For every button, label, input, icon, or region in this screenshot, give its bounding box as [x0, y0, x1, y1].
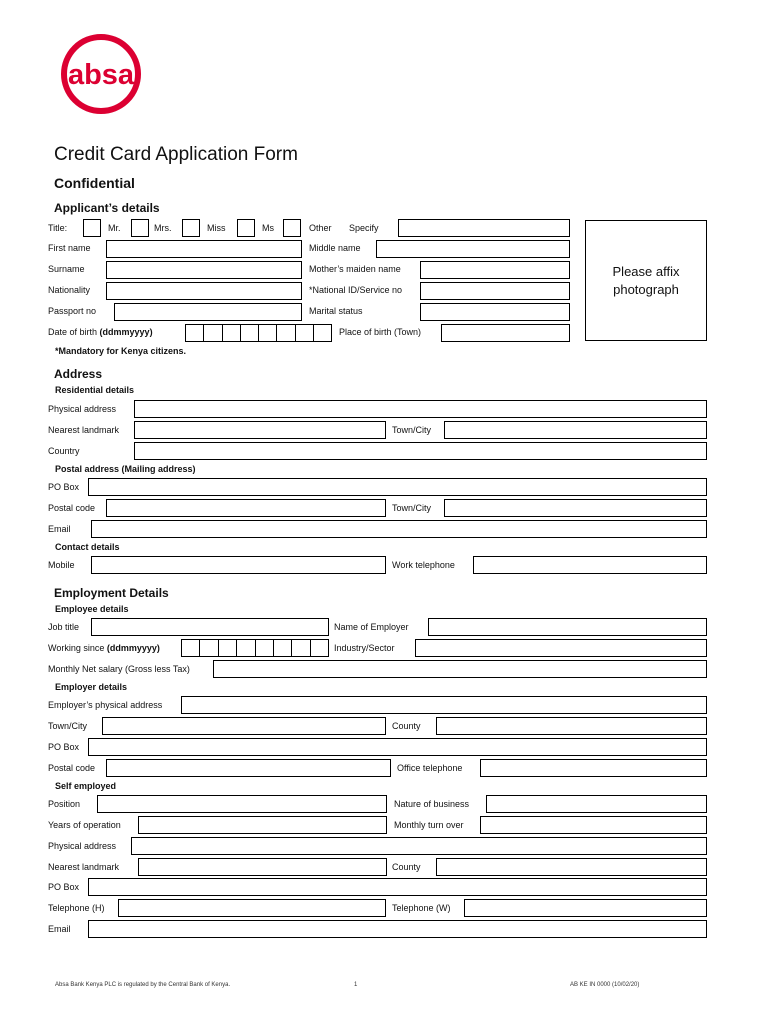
postal-town-city-label: Town/City: [392, 503, 432, 513]
employer-po-box-label: PO Box: [48, 742, 80, 752]
name-of-employer-input[interactable]: [428, 618, 707, 636]
employer-physical-address-input[interactable]: [181, 696, 707, 714]
nature-of-business-label: Nature of business: [394, 799, 470, 809]
town-city-input[interactable]: [444, 421, 707, 439]
employer-postal-code-label: Postal code: [48, 763, 96, 773]
country-input[interactable]: [134, 442, 707, 460]
mothers-maiden-name-label: Mother’s maiden name: [309, 264, 401, 274]
work-telephone-input[interactable]: [473, 556, 707, 574]
employer-county-label: County: [392, 721, 421, 731]
office-telephone-label: Office telephone: [397, 763, 463, 773]
passport-label: Passport no: [48, 306, 97, 316]
employer-details-title: Employer details: [55, 682, 128, 692]
dob-label-text: Date of birth: [48, 327, 98, 337]
employer-physical-address-label: Employer’s physical address: [48, 700, 163, 710]
po-box-input[interactable]: [88, 478, 707, 496]
absa-logo: [56, 33, 146, 115]
se-email-label: Email: [48, 924, 71, 934]
mobile-input[interactable]: [91, 556, 386, 574]
marital-status-input[interactable]: [420, 303, 570, 321]
dob-label: [48, 327, 153, 338]
title-checkbox-mr[interactable]: [131, 219, 149, 237]
working-since-input[interactable]: [181, 639, 329, 657]
contact-details-title: Contact details: [55, 542, 120, 552]
mobile-label: Mobile: [48, 560, 75, 570]
footer-page-number: 1: [354, 982, 358, 988]
place-of-birth-input[interactable]: [441, 324, 570, 342]
footer-regulation: Absa Bank Kenya PLC is regulated by the Central Bank of Kenya.: [55, 982, 231, 988]
name-of-employer-label: Name of Employer: [334, 622, 409, 632]
telephone-w-input[interactable]: [464, 899, 707, 917]
title-option-mrs: Mrs.: [154, 223, 172, 233]
title-checkbox-mrs[interactable]: [182, 219, 200, 237]
se-nearest-landmark-label: Nearest landmark: [48, 862, 120, 872]
logo-text: absa: [67, 59, 135, 91]
surname-input[interactable]: [106, 261, 302, 279]
passport-input[interactable]: [114, 303, 302, 321]
specify-input[interactable]: [398, 219, 570, 237]
telephone-w-label: Telephone (W): [392, 903, 451, 913]
title-option-other: Other: [309, 223, 332, 233]
se-county-label: County: [392, 862, 421, 872]
title-option-ms: Ms: [262, 223, 274, 233]
nationality-label: Nationality: [48, 285, 91, 295]
specify-label: Specify: [349, 223, 379, 233]
postal-address-title: Postal address (Mailing address): [55, 464, 196, 474]
physical-address-input[interactable]: [134, 400, 707, 418]
title-checkbox-miss[interactable]: [237, 219, 255, 237]
country-label: Country: [48, 446, 80, 456]
postal-town-city-input[interactable]: [444, 499, 707, 517]
photo-box: [585, 220, 707, 341]
se-physical-address-label: Physical address: [48, 841, 117, 851]
town-city-label: Town/City: [392, 425, 432, 435]
middle-name-label: Middle name: [309, 243, 361, 253]
mandatory-note: *Mandatory for Kenya citizens.: [55, 346, 187, 356]
se-county-input[interactable]: [436, 858, 707, 876]
postal-code-input[interactable]: [106, 499, 386, 517]
working-since-label: [48, 643, 160, 654]
telephone-h-label: Telephone (H): [48, 903, 105, 913]
photo-text: Please affix photograph: [612, 263, 680, 297]
nearest-landmark-input[interactable]: [134, 421, 386, 439]
physical-address-label: Physical address: [48, 404, 117, 414]
nationality-input[interactable]: [106, 282, 302, 300]
telephone-h-input[interactable]: [118, 899, 386, 917]
place-of-birth-label: Place of birth (Town): [339, 327, 422, 337]
monthly-turn-over-input[interactable]: [480, 816, 707, 834]
national-id-label: *National ID/Service no: [309, 285, 403, 295]
title-label: Title:: [48, 223, 68, 233]
middle-name-input[interactable]: [376, 240, 570, 258]
marital-status-label: Marital status: [309, 306, 363, 316]
page-title: Credit Card Application Form: [54, 144, 298, 165]
mothers-maiden-name-input[interactable]: [420, 261, 570, 279]
surname-label: Surname: [48, 264, 85, 274]
monthly-turn-over-label: Monthly turn over: [394, 820, 464, 830]
nearest-landmark-label: Nearest landmark: [48, 425, 120, 435]
applicant-section-title: Applicant’s details: [54, 201, 160, 215]
residential-details-title: Residential details: [55, 385, 135, 395]
se-email-input[interactable]: [88, 920, 707, 938]
se-po-box-label: PO Box: [48, 882, 80, 892]
confidential-label: Confidential: [54, 175, 135, 191]
title-checkbox-ms[interactable]: [283, 219, 301, 237]
email-input[interactable]: [91, 520, 707, 538]
monthly-net-salary-label: Monthly Net salary (Gross less Tax): [48, 664, 190, 674]
national-id-input[interactable]: [420, 282, 570, 300]
employment-section-title: Employment Details: [54, 586, 169, 600]
employer-po-box-input[interactable]: [88, 738, 707, 756]
nature-of-business-input[interactable]: [486, 795, 707, 813]
se-nearest-landmark-input[interactable]: [138, 858, 387, 876]
job-title-input[interactable]: [91, 618, 329, 636]
monthly-net-salary-input[interactable]: [213, 660, 707, 678]
dob-input[interactable]: [185, 324, 332, 342]
title-option-mr: Mr.: [108, 223, 121, 233]
po-box-label: PO Box: [48, 482, 80, 492]
years-of-operation-input[interactable]: [138, 816, 387, 834]
employee-details-title: Employee details: [55, 604, 129, 614]
office-telephone-input[interactable]: [480, 759, 707, 777]
working-since-format: (ddmmyyyy): [106, 643, 160, 653]
employer-county-input[interactable]: [436, 717, 707, 735]
postal-code-label: Postal code: [48, 503, 96, 513]
title-checkbox-blank[interactable]: [83, 219, 101, 237]
position-label: Position: [48, 799, 81, 809]
email-label: Email: [48, 524, 71, 534]
title-option-miss: Miss: [207, 223, 226, 233]
self-employed-title: Self employed: [55, 781, 117, 791]
dob-format: (ddmmyyyy): [99, 327, 153, 337]
years-of-operation-label: Years of operation: [48, 820, 121, 830]
first-name-label: First name: [48, 243, 91, 253]
employer-town-city-label: Town/City: [48, 721, 88, 731]
industry-sector-label: Industry/Sector: [334, 643, 395, 653]
industry-sector-input[interactable]: [415, 639, 707, 657]
footer-form-code: AB KE IN 0000 (10/02/20): [570, 982, 640, 988]
working-since-text: Working since: [48, 643, 105, 653]
position-input[interactable]: [97, 795, 387, 813]
first-name-input[interactable]: [106, 240, 302, 258]
job-title-label: Job title: [48, 622, 80, 632]
work-telephone-label: Work telephone: [392, 560, 455, 570]
employer-town-city-input[interactable]: [102, 717, 386, 735]
se-physical-address-input[interactable]: [131, 837, 707, 855]
employer-postal-code-input[interactable]: [106, 759, 391, 777]
address-section-title: Address: [54, 367, 103, 381]
se-po-box-input[interactable]: [88, 878, 707, 896]
